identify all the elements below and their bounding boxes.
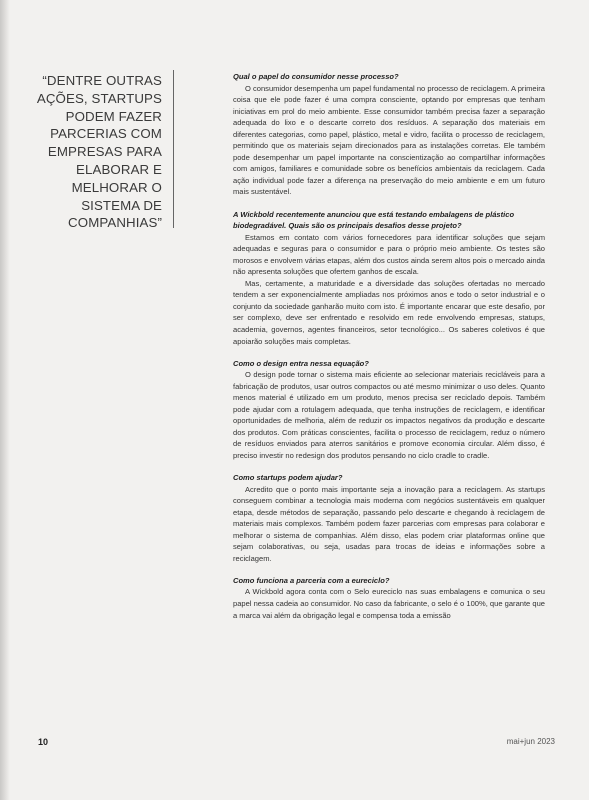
interview-section [233,71,545,198]
issue-date: mai+jun 2023 [506,737,555,746]
interview-section [233,472,545,564]
interview-question: A Wickbold recentemente anunciou que está testando embalagens de plástico biodegradável. Quais são os principais desafios desse projeto? [233,209,515,231]
interview-question: Como funciona a parceria com a eureciclo? [233,575,390,585]
interview-answer-paragraph: Mas, certamente, a maturidade e a diversidade das soluções ofertadas no mercado tendem a ser exponencialmente ampliadas nos próximos anos e todo o setor industrial e o conjunto da sociedade ganharão muito com isto. É importante encarar que este desafio, por ser complexo, deve ser enfrentado e resolvido em rede envolvendo empresas, statups, academia, governos, agentes financeiros, setor tecnológico... Os saberes coletivos é que apoiarão soluções mais completas. [233,278,545,346]
interview-section [233,209,545,348]
interview-question: Qual o papel do consumidor nesse processo? [233,72,399,81]
interview-section [233,575,545,621]
interview-question: Como startups podem ajudar? [233,473,343,482]
interview-answer-paragraph: O design pode tornar o sistema mais eficiente ao selecionar materiais recicláveis para a fabricação de produtos, usar outros compactos ou até mesmo minimizar o uso deles. Quanto menos material é utilizado em um produto, menos precisa ser reciclado depois. Também pode ajudar com a rotulagem adequada, que tenha instruções de reciclagem, e identificar oportunidades de melhoria, além de reduzir os impactos negativos da produção e descarte dos produtos. Com práticas conscientes, facilita o processo de reciclagem, reduz o número de resíduos enviados para aterros sanitários e promove economia circular. Além disso, é preciso investir no redesign dos produtos pensando no ciclo cradle to cradle. [233,370,545,460]
interview-section [233,358,545,462]
interview-answer-paragraph: A Wickbold agora conta com o Selo eureciclo nas suas embalagens e comunica o seu papel nessa cadeia ao consumidor. No caso da fabricante, o selo é o 100%, que garante que a marca vai além da obrigação legal e compensa toda a emissão [233,587,545,620]
interview-answer-paragraph: O consumidor desempenha um papel fundamental no processo de reciclagem. A primeira coisa que ele pode fazer é uma compra consciente, optando por empresas que tenham iniciativas em prol do meio ambiente. Esse consumidor também precisa fazer a separação adequada do lixo e o descarte correto dos resíduos. A separação dos materiais em diferentes categorias, como papel, plástico, metal e vidro, facilita o processo de reciclagem, permitindo que os materiais sejam direcionados para as instalações corretas. Ele também pode desempenhar um papel importante na conscientização ao compartilhar informações com amigos, familiares e comunidade sobre os benefícios ambientais da reciclagem. Cada ação individual pode fazer a diferença na preservação do meio ambiente e em um futuro mais sustentável. [233,83,545,197]
interview-question: Como o design entra nessa equação? [233,358,369,368]
pull-quote: “DENTRE OUTRAS AÇÕES, STARTUPS PODEM FAZER PARCERIAS COM EMPRESAS PARA ELABORAR E MELHORAR O SISTEMA DE COMPANHIAS” [36,73,162,231]
interview-answer-paragraph: Acredito que o ponto mais importante seja a inovação para a reciclagem. As startups conseguem combinar a tecnologia mais moderna com negócios sustentáveis em qualquer etapa, desde métodos de separação, passando pelo descarte e chegando à reciclagem de materiais mais complexos. Também podem fazer parcerias com empresas para colaborar e melhorar o sistema de companhias. Além disso, elas podem criar plataformas online que sejam colaborativas, ou seja, usadas para trocas de ideias e informações sobre a reciclagem. [233,484,545,563]
pull-quote-divider [173,70,174,228]
page-gutter-shadow [0,0,10,800]
interview-article [233,71,545,632]
interview-answer-paragraph: Estamos em contato com vários fornecedores para identificar soluções que sejam adequadas e seguras para o consumidor e para o próprio meio ambiente. Os testes são morosos e envolvem várias etapas, além dos custos ainda serem altos pois o mercado ainda não apresenta soluções que ofertem ganhos de escala. [233,232,545,277]
page-number: 10 [38,737,49,747]
